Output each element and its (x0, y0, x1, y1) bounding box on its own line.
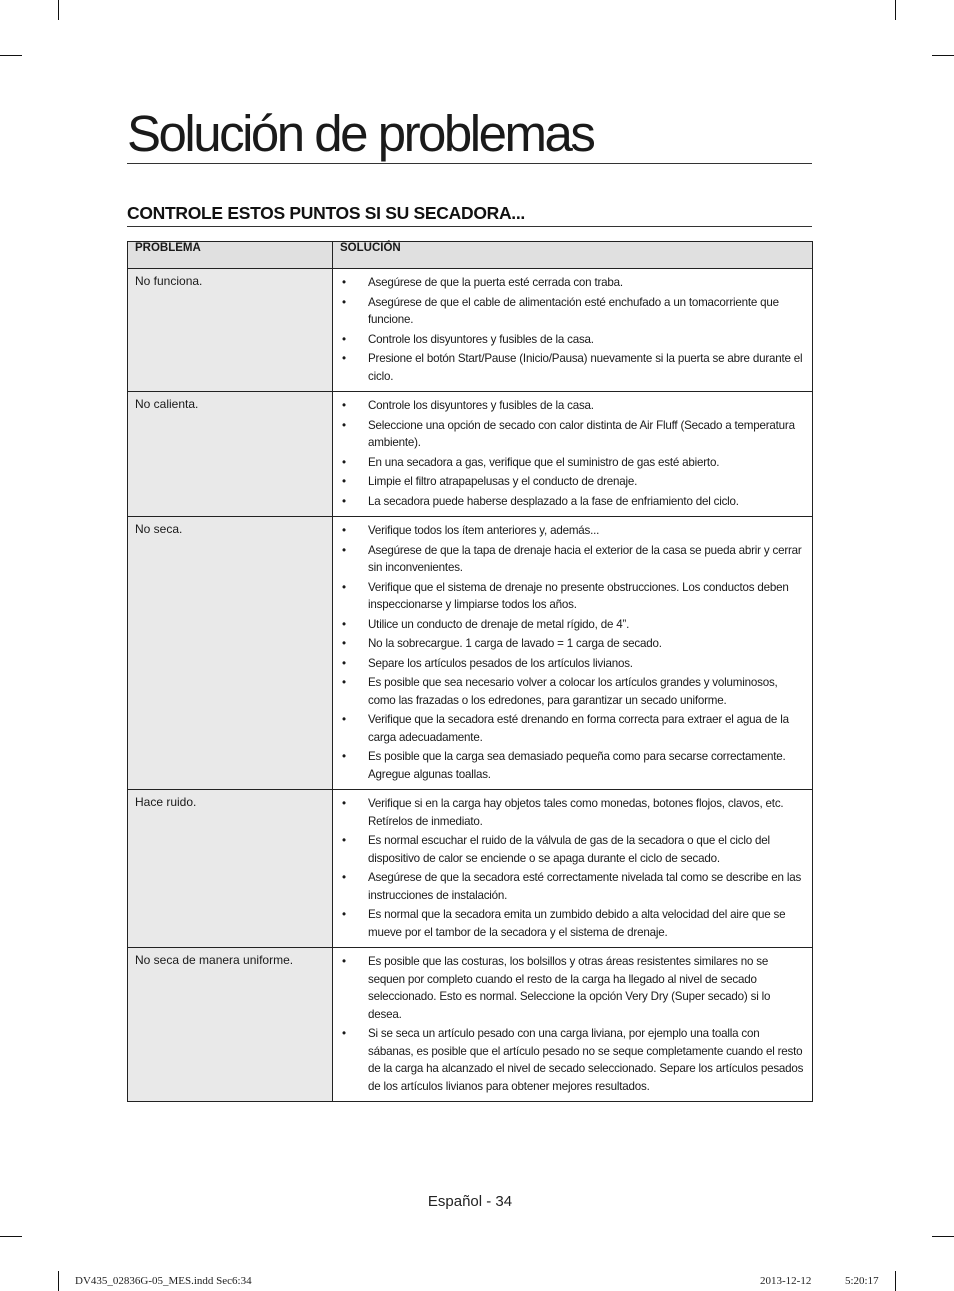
list-item (339, 331, 806, 349)
page-title: Solución de problemas (127, 105, 594, 162)
bullet-icon: • (342, 713, 346, 726)
list-item (339, 869, 806, 904)
table-row (128, 517, 813, 790)
solution-text: Presione el botón Start/Pause (Inicio/Pausa) nuevamente si la puerta se abre durante el ciclo. (368, 352, 803, 383)
solution-text: La secadora puede haberse desplazado a la fase de enfriamiento del ciclo. (368, 494, 739, 508)
troubleshooting-table (127, 241, 813, 1102)
solution-text: Asegúrese de que el cable de alimentación esté enchufado a un tomacorriente que funcione. (368, 295, 779, 326)
solution-text: Controle los disyuntores y fusibles de la casa. (368, 332, 594, 346)
list-item (339, 655, 806, 673)
list-item (339, 953, 806, 1023)
problem-cell: No seca de manera uniforme. (128, 948, 333, 1102)
solution-cell (333, 269, 813, 392)
solution-cell (333, 948, 813, 1102)
solution-text: Asegúrese de que la puerta esté cerrada con traba. (368, 276, 623, 289)
bullet-icon: • (342, 871, 346, 884)
bullet-icon: • (342, 418, 346, 432)
crop-mark (0, 55, 22, 56)
bullet-icon: • (342, 494, 346, 508)
solution-text: Si se seca un artículo pesado con una carga liviana, por ejemplo una toalla con sábanas, es posible que el artículo pesado no se seque completamente cuando el resto de la carga ha alcanzado el nivel de secado seleccionado. Separe los artículos pesados de los artículos livianos para obtener mejores resultados. (368, 1027, 804, 1093)
bullet-icon: • (342, 295, 346, 309)
footer-time: 5:20:17 (845, 1275, 879, 1287)
crop-mark (932, 1236, 954, 1237)
problem-cell: No seca. (128, 517, 333, 790)
crop-mark (58, 1271, 59, 1291)
bullet-icon: • (342, 524, 346, 537)
section-heading: CONTROLE ESTOS PUNTOS SI SU SECADORA... (127, 203, 525, 223)
title-divider (127, 163, 812, 164)
crop-mark (895, 0, 896, 20)
problem-cell: No calienta. (128, 392, 333, 517)
solution-text: Es posible que la carga sea demasiado pequeña como para secarse correctamente. Agregue algunas toallas. (368, 750, 786, 781)
solution-text: Verifique que la secadora esté drenando en forma correcta para extraer el agua de la carga adecuadamente. (368, 713, 789, 744)
list-item (339, 473, 806, 491)
solution-text: Separe los artículos pesados de los artículos livianos. (368, 656, 633, 670)
list-item (339, 711, 806, 746)
list-item (339, 417, 806, 452)
solution-list (339, 522, 806, 783)
crop-mark (0, 1236, 22, 1237)
solution-text: Verifique que el sistema de drenaje no presente obstrucciones. Los conductos deben inspeccionarse y limpiarse todos los años. (368, 580, 789, 611)
list-item (339, 274, 806, 292)
header-solution: SOLUCIÓN (333, 242, 813, 269)
solution-text: Controle los disyuntores y fusibles de la casa. (368, 399, 594, 412)
bullet-icon: • (342, 455, 346, 469)
solution-text: No la sobrecargue. 1 carga de lavado = 1 carga de secado. (368, 637, 662, 650)
bullet-icon: • (342, 750, 346, 763)
solution-cell (333, 392, 813, 517)
list-item (339, 454, 806, 472)
list-item (339, 674, 806, 709)
bullet-icon: • (342, 797, 346, 810)
list-item (339, 1025, 806, 1095)
list-item (339, 350, 806, 385)
solution-text: En una secadora a gas, verifique que el suministro de gas esté abierto. (368, 455, 720, 469)
problem-cell: Hace ruido. (128, 790, 333, 948)
bullet-icon: • (342, 475, 346, 488)
solution-list (339, 953, 806, 1095)
solution-text: Verifique si en la carga hay objetos tales como monedas, botones flojos, clavos, etc. Retírelos de inmediato. (368, 797, 784, 828)
solution-text: Limpie el filtro atrapapelusas y el conducto de drenaje. (368, 475, 638, 488)
bullet-icon: • (342, 617, 346, 631)
section-divider (127, 226, 812, 227)
list-item (339, 493, 806, 511)
list-item (339, 522, 806, 540)
bullet-icon: • (342, 908, 346, 921)
bullet-icon: • (342, 834, 346, 847)
crop-mark (932, 55, 954, 56)
bullet-icon: • (342, 1027, 346, 1040)
solution-cell (333, 790, 813, 948)
list-item (339, 906, 806, 941)
list-item (339, 832, 806, 867)
table-row (128, 790, 813, 948)
page-number: Español - 34 (427, 1193, 513, 1210)
list-item (339, 795, 806, 830)
list-item (339, 748, 806, 783)
table-row (128, 269, 813, 392)
bullet-icon: • (342, 676, 346, 689)
solution-cell (333, 517, 813, 790)
list-item (339, 294, 806, 329)
bullet-icon: • (342, 543, 346, 557)
solution-text: Seleccione una opción de secado con calor distinta de Air Fluff (Secado a temperatura ambiente). (368, 418, 795, 449)
bullet-icon: • (342, 276, 346, 289)
bullet-icon: • (342, 656, 346, 670)
solution-text: Es posible que las costuras, los bolsillos y otras áreas resistentes similares no se sequen por completo cuando el resto de la carga ha llegado al nivel de secado seleccionado. Esto es normal. Seleccione la opción Very Dry (Super secado) si lo desea. (368, 955, 771, 1021)
solution-text: Verifique todos los ítem anteriores y, además... (368, 524, 600, 537)
solution-text: Es posible que sea necesario volver a colocar los artículos grandes y voluminosos, como las frazadas o los edredones, para garantizar un secado uniforme. (368, 676, 778, 707)
table-row (128, 392, 813, 517)
solution-text: Asegúrese de que la secadora esté correctamente nivelada tal como se describe en las instrucciones de instalación. (368, 871, 802, 902)
list-item (339, 542, 806, 577)
crop-mark (58, 0, 59, 20)
solution-text: Asegúrese de que la tapa de drenaje hacia el exterior de la casa se pueda abrir y cerrar sin inconvenientes. (368, 543, 802, 574)
list-item (339, 397, 806, 415)
list-item (339, 579, 806, 614)
bullet-icon: • (342, 352, 346, 365)
solution-text: Es normal que la secadora emita un zumbido debido a alta velocidad del aire que se mueve por el tambor de la secadora y el sistema de drenaje. (368, 908, 786, 939)
bullet-icon: • (342, 955, 346, 968)
solution-text: Es normal escuchar el ruido de la válvula de gas de la secadora o que el ciclo del dispositivo de calor se enciende o se apaga durante el ciclo de secado. (368, 834, 770, 865)
problem-cell: No funciona. (128, 269, 333, 392)
solution-list (339, 795, 806, 941)
bullet-icon: • (342, 399, 346, 412)
bullet-icon: • (342, 637, 346, 650)
list-item (339, 616, 806, 634)
crop-mark (895, 1271, 896, 1291)
table-body (128, 269, 813, 1102)
list-item (339, 635, 806, 653)
solution-text: Utilice un conducto de drenaje de metal rígido, de 4”. (368, 617, 630, 631)
table-row (128, 948, 813, 1102)
footer-file-info: DV435_02836G-05_MES.indd Sec6:34 (75, 1275, 252, 1287)
solution-list (339, 274, 806, 385)
footer-date: 2013-12-12 (760, 1275, 812, 1287)
solution-list (339, 397, 806, 510)
header-problem: PROBLEMA (128, 242, 333, 269)
bullet-icon: • (342, 332, 346, 346)
bullet-icon: • (342, 580, 346, 594)
table-header-row (128, 242, 813, 269)
